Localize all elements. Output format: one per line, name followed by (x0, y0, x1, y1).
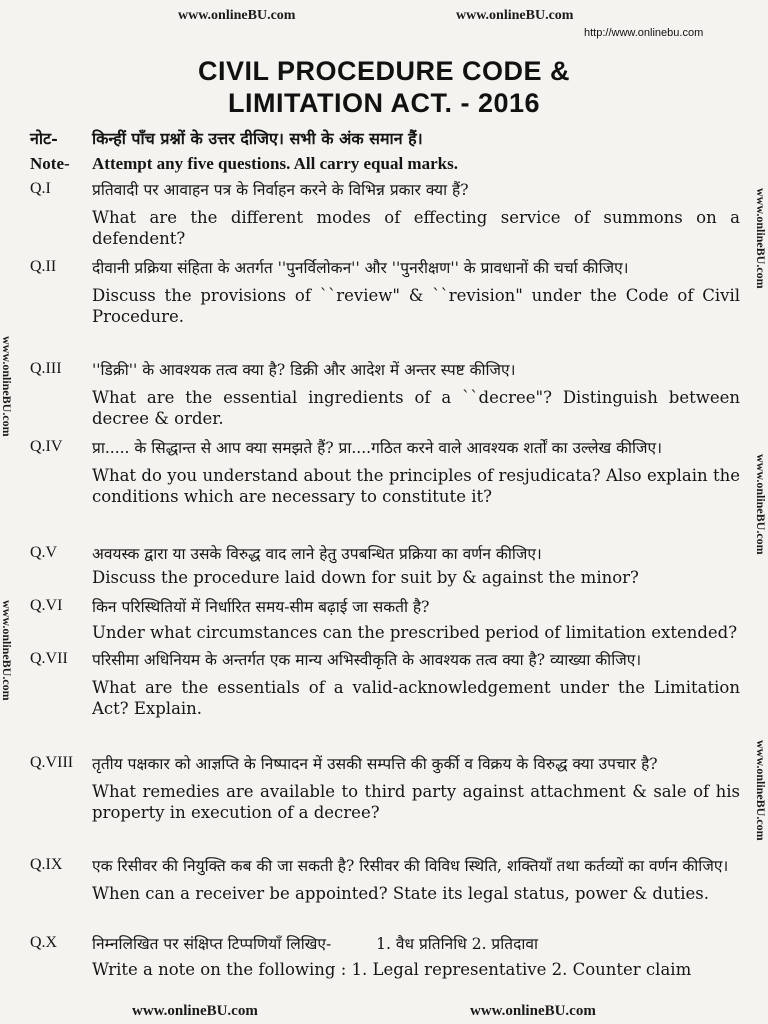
question-english: Under what circumstances can the prescribed period of limitation extended? (92, 623, 738, 642)
question-english: What are the different modes of effecting service of summons on a defendent? (92, 208, 740, 248)
top-right-watermark: www.onlineBU.com (456, 8, 574, 23)
question-hindi: अवयस्क द्वारा या उसके विरुद्ध वाद लाने हेतु उपबन्धित प्रक्रिया का वर्णन कीजिए। (92, 545, 542, 563)
question-english: What are the essential ingredients of a ``decree"? Distinguish between decree & order. (92, 388, 740, 428)
question-number: Q.II (30, 258, 57, 275)
question-english: What remedies are available to third party against attachment & sale of his property in execution of a decree? (92, 782, 740, 822)
question-5 (30, 544, 740, 588)
question-hindi: किन परिस्थितियों में निर्धारित समय-सीम बढ़ाई जा सकती है? (92, 598, 430, 616)
question-4 (30, 438, 740, 507)
question-hindi: प्रा..... के सिद्धान्त से आप क्या समझते हैं? प्रा....गठित करने वाले आवश्यक शर्तों का उल्लेख कीजिए। (92, 439, 662, 457)
site-url: http://www.onlinebu.com (584, 27, 704, 39)
question-number: Q.IX (30, 856, 63, 873)
bottom-left-watermark: www.onlineBU.com (132, 1003, 258, 1019)
page-title-line-1: CIVIL PROCEDURE CODE & (197, 56, 571, 86)
question-english: What are the essentials of a valid-acknowledgement under the Limitation Act? Explain. (92, 678, 740, 718)
right-side-watermark-bottom: www.onlineBU.com (754, 740, 768, 841)
question-english: Write a note on the following : 1. Legal representative 2. Counter claim (92, 960, 692, 979)
question-hindi: प्रतिवादी पर आवाहन पत्र के निर्वाहन करने के विभिन्न प्रकार क्या हैं? (92, 181, 469, 199)
question-number: Q.X (30, 934, 58, 951)
question-hindi (92, 934, 740, 955)
question-number: Q.VII (30, 650, 68, 667)
right-side-watermark-middle: www.onlineBU.com (754, 454, 768, 555)
question-number: Q.VI (30, 597, 63, 614)
question-english: What do you understand about the principles of resjudicata? Also explain the conditions which are necessary to constitute it? (92, 466, 740, 506)
question-english: Discuss the procedure laid down for suit by & against the minor? (92, 568, 639, 587)
question-3 (30, 360, 740, 429)
hindi-note-text: किन्हीं पाँच प्रश्नों के उत्तर दीजिए। सभी के अंक समान हैं। (92, 129, 423, 148)
question-number: Q.III (30, 360, 62, 377)
question-2 (30, 258, 740, 327)
left-side-watermark-bottom: www.onlineBU.com (0, 600, 14, 701)
question-9 (30, 856, 740, 904)
question-number: Q.IV (30, 438, 63, 455)
question-english: When can a receiver be appointed? State its legal status, power & duties. (92, 884, 709, 903)
english-note-text: Attempt any five questions. All carry equal marks. (92, 154, 458, 173)
left-side-watermark-top: www.onlineBU.com (0, 336, 14, 437)
question-hindi-lead: निम्नलिखित पर संक्षिप्त टिप्पणियाँ लिखिए- (92, 935, 332, 953)
hindi-note-label: नोट- (30, 129, 58, 148)
question-hindi: परिसीमा अधिनियम के अन्तर्गत एक मान्य अभिस्वीकृति के आवश्यक तत्व क्या है? व्याख्या कीजिए। (92, 651, 642, 669)
right-side-watermark-top: www.onlineBU.com (754, 188, 768, 289)
question-6 (30, 597, 740, 643)
question-hindi: तृतीय पक्षकार को आज्ञप्ति के निष्पादन में उसकी सम्पत्ति की कुर्की व विक्रय के विरुद्ध क्या उपचार है? (92, 755, 658, 773)
question-english: Discuss the provisions of ``review" & ``revision" under the Code of Civil Procedure. (92, 286, 740, 326)
bottom-right-watermark: www.onlineBU.com (470, 1003, 596, 1019)
question-number: Q.V (30, 544, 58, 561)
question-number: Q.I (30, 180, 51, 197)
question-hindi: एक रिसीवर की नियुक्ति कब की जा सकती है? रिसीवर की विविध स्थिति, शक्तियाँ तथा कर्तव्यों का वर्णन कीजिए। (92, 857, 729, 875)
question-hindi-items: 1. वैध प्रतिनिधि 2. प्रतिदावा (376, 935, 538, 953)
top-left-watermark: www.onlineBU.com (178, 8, 296, 23)
question-8 (30, 754, 740, 823)
page-title-line-2: LIMITATION ACT. - 2016 (227, 88, 541, 118)
question-hindi: ''डिक्री'' के आवश्यक तत्व क्या है? डिक्री और आदेश में अन्तर स्पष्ट कीजिए। (92, 361, 516, 379)
question-1 (30, 180, 740, 249)
english-note-label: Note- (30, 154, 70, 173)
question-7 (30, 650, 740, 719)
question-10 (30, 934, 740, 980)
question-number: Q.VIII (30, 754, 74, 771)
question-hindi: दीवानी प्रक्रिया संहिता के अतर्गत ''पुनर्विलोकन'' और ''पुनरीक्षण'' के प्रावधानों की चर्चा कीजिए। (92, 259, 629, 277)
